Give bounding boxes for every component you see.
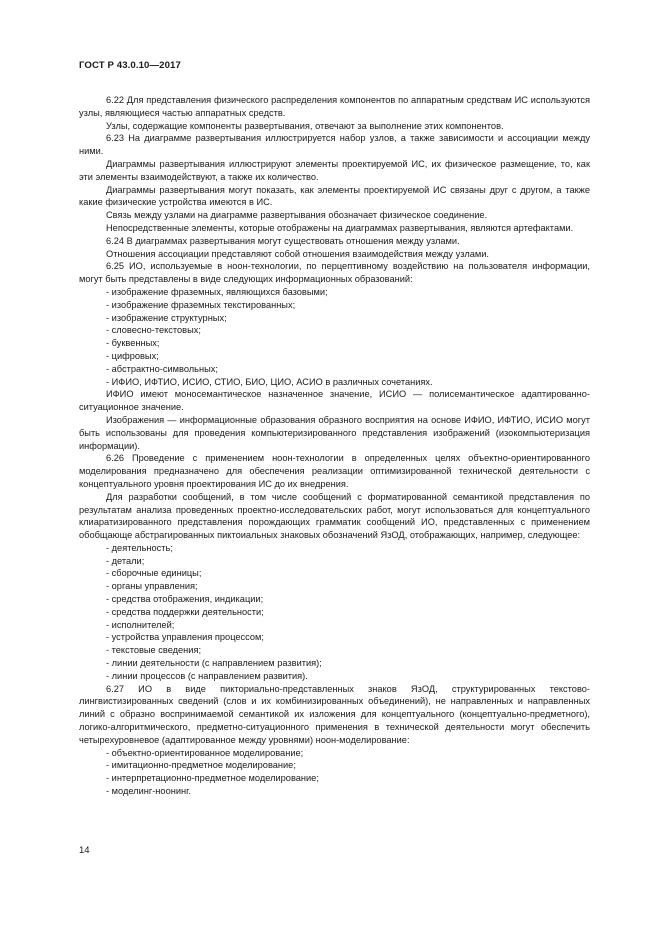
paragraph-6-27: 6.27 ИО в виде пикториально-представленных знаков ЯзОД, структурированных текстово-лингвистизированных сведений (слов и их комбинизированных объединений), не направленных и направленных линий с образно воспринимаемой семантикой их изложения для концептуального (концептуально-предметного), логико-алгоритмического, предметно-ситуационного применения в технической деятельности могут обеспечить четырехуровневое (адаптированное между уровнями) ноон-моделирование:	[79, 683, 590, 745]
paragraph-6-22: 6.22 Для представления физического распределения компонентов по аппаратным средствам ИС используются узлы, являющиеся частью аппаратных средств.	[79, 95, 590, 118]
paragraph: Узлы, содержащие компоненты развертывания, отвечают за выполнение этих компонентов.	[106, 120, 504, 131]
paragraph: Диаграммы развертывания могут показать, как элементы проектируемой ИС связаны друг с другом, а также какие физические устройства имеются в ИС.	[79, 184, 590, 208]
list-item: - исполнителей;	[106, 619, 175, 630]
paragraph-6-23: 6.23 На диаграмме развертывания иллюстрируется набор узлов, а также зависимости и ассоциации между ними.	[79, 133, 590, 157]
paragraph: Непосредственные элементы, которые отображены на диаграммах развертывания, являются артефактами.	[106, 222, 574, 233]
paragraph: ИФИО имеют моносемантическое назначенное значение, ИСИО — полисемантическое адаптированно-ситуационное значение.	[79, 389, 590, 413]
paragraph-6-26: 6.26 Проведение с применением ноон-технологии в определенных целях объектно-ориентированного моделирования предназначено для обеспечения реализации оптимизированной технической деятельности с концептуального уровня проектирования ИС до их внедрения.	[79, 453, 590, 489]
list-item: - средства отображения, индикации;	[106, 594, 264, 605]
paragraph-6-24: 6.24 В диаграммах развертывания могут существовать отношения между узлами.	[106, 235, 460, 246]
list-item: - абстрактно-символьных;	[106, 363, 218, 374]
paragraph: Отношения ассоциации представляют собой отношения взаимодействия между узлами.	[106, 248, 489, 259]
list-item: - цифровых;	[106, 350, 159, 361]
list-item: - объектно-ориентированное моделирование;	[106, 747, 304, 758]
list-item: - органы управления;	[106, 581, 198, 592]
list-item: - изображение фраземных текстированных;	[106, 299, 296, 310]
document-body	[79, 94, 590, 798]
list-item: - изображение фраземных, являющихся базовыми;	[106, 286, 328, 297]
list-item: - буквенных;	[106, 338, 160, 349]
list-item: - имитационно-предметное моделирование;	[106, 760, 296, 771]
list-item: - линии процессов (с направлением развития).	[106, 670, 308, 681]
list-item: - изображение структурных;	[106, 312, 227, 323]
paragraph: Для разработки сообщений, в том числе сообщений с форматированной семантикой представления по результатам анализа проведенных проектно-исследовательских работ, могут использоваться для концептуального клиаратизированного представления порождающих грамматик сообщений ИО, представленных с применением обобщающе абстрагированных пиктоиальных знаковых обозначений ЯзОД, отображающих, например, следующее:	[79, 491, 590, 541]
list-item: - интерпретационно-предметное моделирование;	[106, 773, 319, 784]
list-item: - детали;	[106, 555, 145, 566]
list-item: - средства поддержки деятельности;	[106, 606, 264, 617]
paragraph: Изображения — информационные образования образного восприятия на основе ИФИО, ИФТИО, ИСИО могут быть использованы для проведения компьютеризированного представления изображений (изокомпьютеризация информации).	[79, 414, 590, 451]
paragraph-6-25: 6.25 ИО, используемые в ноон-технологии, по перцептивному воздействию на пользователя информации, могут быть представлены в виде следующих информационных образований:	[79, 261, 590, 285]
list-item: - сборочные единицы;	[106, 568, 202, 579]
list-item: - устройства управления процессом;	[106, 632, 264, 643]
paragraph: Связь между узлами на диаграмме развертывания обозначает физическое соединение.	[106, 210, 488, 221]
page-number: 14	[79, 845, 90, 856]
list-item: - моделинг-ноонинг.	[106, 786, 191, 797]
list-item: - линии деятельности (с направлением развития);	[106, 658, 322, 669]
paragraph: Диаграммы развертывания иллюстрируют элементы проектируемой ИС, их физическое размещение, то, как эти элементы взаимодействуют, а также их количество.	[79, 158, 590, 182]
list-item: - текстовые сведения;	[106, 645, 202, 656]
document-header: ГОСТ Р 43.0.10—2017	[79, 60, 181, 71]
list-item: - ИФИО, ИФТИО, ИСИО, СТИО, БИО, ЦИО, АСИО в различных сочетаниях.	[106, 376, 433, 387]
list-item: - словесно-текстовых;	[106, 325, 201, 336]
list-item: - деятельность;	[106, 542, 173, 553]
